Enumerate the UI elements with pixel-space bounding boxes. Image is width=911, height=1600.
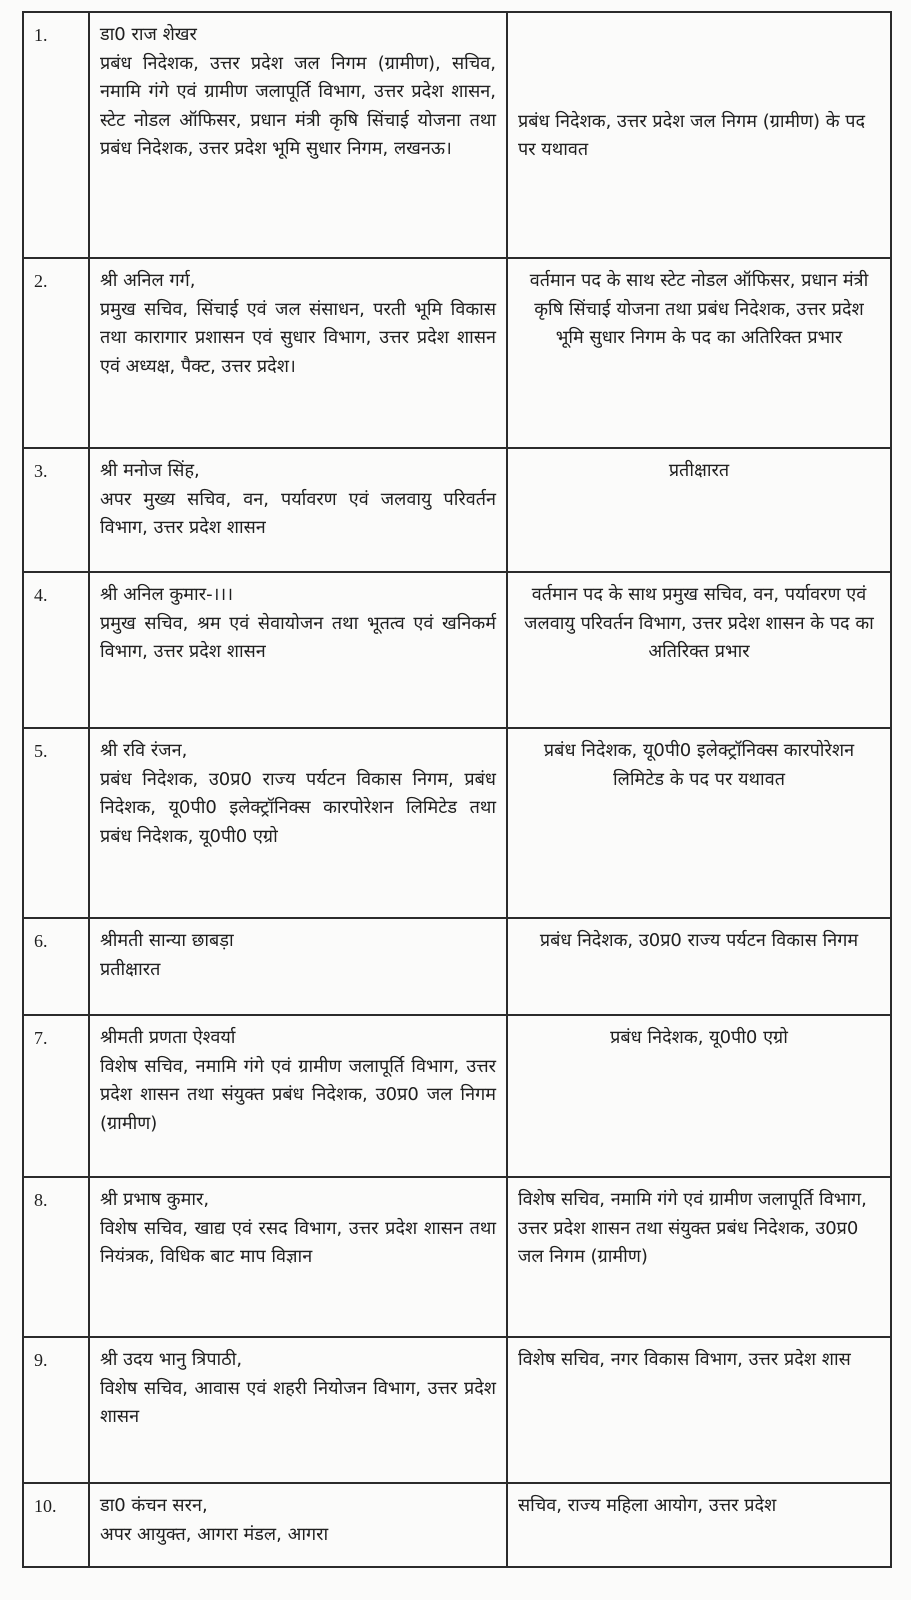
table-row <box>23 1015 891 1177</box>
table-row <box>23 728 891 918</box>
officer-current-post: प्रतीक्षारत <box>100 958 161 980</box>
new-posting: सचिव, राज्य महिला आयोग, उत्तर प्रदेश <box>507 1483 891 1567</box>
officer-name: श्री उदय भानु त्रिपाठी, <box>100 1349 243 1370</box>
new-posting: वर्तमान पद के साथ प्रमुख सचिव, वन, पर्यावरण एवं जलवायु परिवर्तन विभाग, उत्तर प्रदेश शासन के पद का अतिरिक्त प्रभार <box>507 572 891 728</box>
table-row <box>23 12 891 258</box>
table-row <box>23 1177 891 1337</box>
officer-cell <box>89 1177 507 1337</box>
officer-cell <box>89 1483 507 1567</box>
officer-name: श्रीमती प्रणता ऐश्वर्या <box>100 1027 236 1048</box>
new-posting: प्रतीक्षारत <box>507 448 891 572</box>
new-posting: विशेष सचिव, नमामि गंगे एवं ग्रामीण जलापूर्ति विभाग, उत्तर प्रदेश शासन तथा संयुक्त प्रबंध निदेशक, उ0प्र0 जल निगम (ग्रामीण) <box>507 1177 891 1337</box>
serial-number: 6. <box>23 918 89 1015</box>
new-posting: प्रबंध निदेशक, उ0प्र0 राज्य पर्यटन विकास निगम <box>507 918 891 1015</box>
officer-cell <box>89 258 507 448</box>
table-row <box>23 572 891 728</box>
officer-name: श्रीमती सान्या छाबड़ा <box>100 930 234 951</box>
officer-cell <box>89 728 507 918</box>
serial-number: 2. <box>23 258 89 448</box>
serial-number: 10. <box>23 1483 89 1567</box>
new-posting: विशेष सचिव, नगर विकास विभाग, उत्तर प्रदेश शास <box>507 1337 891 1483</box>
officer-cell <box>89 572 507 728</box>
serial-number: 3. <box>23 448 89 572</box>
serial-number: 7. <box>23 1015 89 1177</box>
officer-cell <box>89 12 507 258</box>
table-row <box>23 918 891 1015</box>
officer-name: श्री रवि रंजन, <box>100 740 188 761</box>
officer-name: डा0 कंचन सरन, <box>100 1495 208 1516</box>
officer-current-post: प्रबंध निदेशक, उ0प्र0 राज्य पर्यटन विकास निगम, प्रबंध निदेशक, यू0पी0 इलेक्ट्रॉनिक्स कारपोरेशन लिमिटेड तथा प्रबंध निदेशक, यू0पी0 एग्रो <box>100 768 496 847</box>
officer-cell <box>89 448 507 572</box>
serial-number: 4. <box>23 572 89 728</box>
officer-current-post: विशेष सचिव, आवास एवं शहरी नियोजन विभाग, उत्तर प्रदेश शासन <box>100 1377 496 1427</box>
new-posting: प्रबंध निदेशक, यू0पी0 इलेक्ट्रॉनिक्स कारपोरेशन लिमिटेड के पद पर यथावत <box>507 728 891 918</box>
officer-current-post: प्रमुख सचिव, श्रम एवं सेवायोजन तथा भूतत्व एवं खनिकर्म विभाग, उत्तर प्रदेश शासन <box>100 612 496 662</box>
serial-number: 1. <box>23 12 89 258</box>
officer-cell <box>89 1337 507 1483</box>
officer-name: श्री अनिल गर्ग, <box>100 270 196 291</box>
officer-name: श्री मनोज सिंह, <box>100 460 200 481</box>
officer-name: श्री अनिल कुमार-।।। <box>100 584 234 605</box>
table-row <box>23 1483 891 1567</box>
officer-current-post: अपर मुख्य सचिव, वन, पर्यावरण एवं जलवायु परिवर्तन विभाग, उत्तर प्रदेश शासन <box>100 488 496 538</box>
officer-current-post: विशेष सचिव, खाद्य एवं रसद विभाग, उत्तर प्रदेश शासन तथा नियंत्रक, विधिक बाट माप विज्ञान <box>100 1217 496 1267</box>
serial-number: 9. <box>23 1337 89 1483</box>
table-row <box>23 1337 891 1483</box>
new-posting: प्रबंध निदेशक, यू0पी0 एग्रो <box>507 1015 891 1177</box>
transfer-table <box>22 11 892 1568</box>
officer-current-post: अपर आयुक्त, आगरा मंडल, आगरा <box>100 1523 329 1545</box>
officer-name: श्री प्रभाष कुमार, <box>100 1189 210 1210</box>
officer-current-post: प्रबंध निदेशक, उत्तर प्रदेश जल निगम (ग्रामीण), सचिव, नमामि गंगे एवं ग्रामीण जलापूर्ति विभाग, उत्तर प्रदेश शासन, स्टेट नोडल ऑफिसर, प्रधान मंत्री कृषि सिंचाई योजना तथा प्रबंध निदेशक, उत्तर प्रदेश भूमि सुधार निगम, लखनऊ। <box>100 52 496 159</box>
new-posting: प्रबंध निदेशक, उत्तर प्रदेश जल निगम (ग्रामीण) के पद पर यथावत <box>507 12 891 258</box>
serial-number: 8. <box>23 1177 89 1337</box>
serial-number: 5. <box>23 728 89 918</box>
officer-current-post: विशेष सचिव, नमामि गंगे एवं ग्रामीण जलापूर्ति विभाग, उत्तर प्रदेश शासन तथा संयुक्त प्रबंध निदेशक, उ0प्र0 जल निगम (ग्रामीण) <box>100 1055 496 1134</box>
officer-cell <box>89 1015 507 1177</box>
officer-name: डा0 राज शेखर <box>100 24 197 45</box>
officer-current-post: प्रमुख सचिव, सिंचाई एवं जल संसाधन, परती भूमि विकास तथा कारागार प्रशासन एवं सुधार विभाग, उत्तर प्रदेश शासन एवं अध्यक्ष, पैक्ट, उत्तर प्रदेश। <box>100 298 496 377</box>
officer-cell <box>89 918 507 1015</box>
table-row <box>23 448 891 572</box>
new-posting: वर्तमान पद के साथ स्टेट नोडल ऑफिसर, प्रधान मंत्री कृषि सिंचाई योजना तथा प्रबंध निदेशक, उत्तर प्रदेश भूमि सुधार निगम के पद का अतिरिक्त प्रभार <box>507 258 891 448</box>
table-row <box>23 258 891 448</box>
